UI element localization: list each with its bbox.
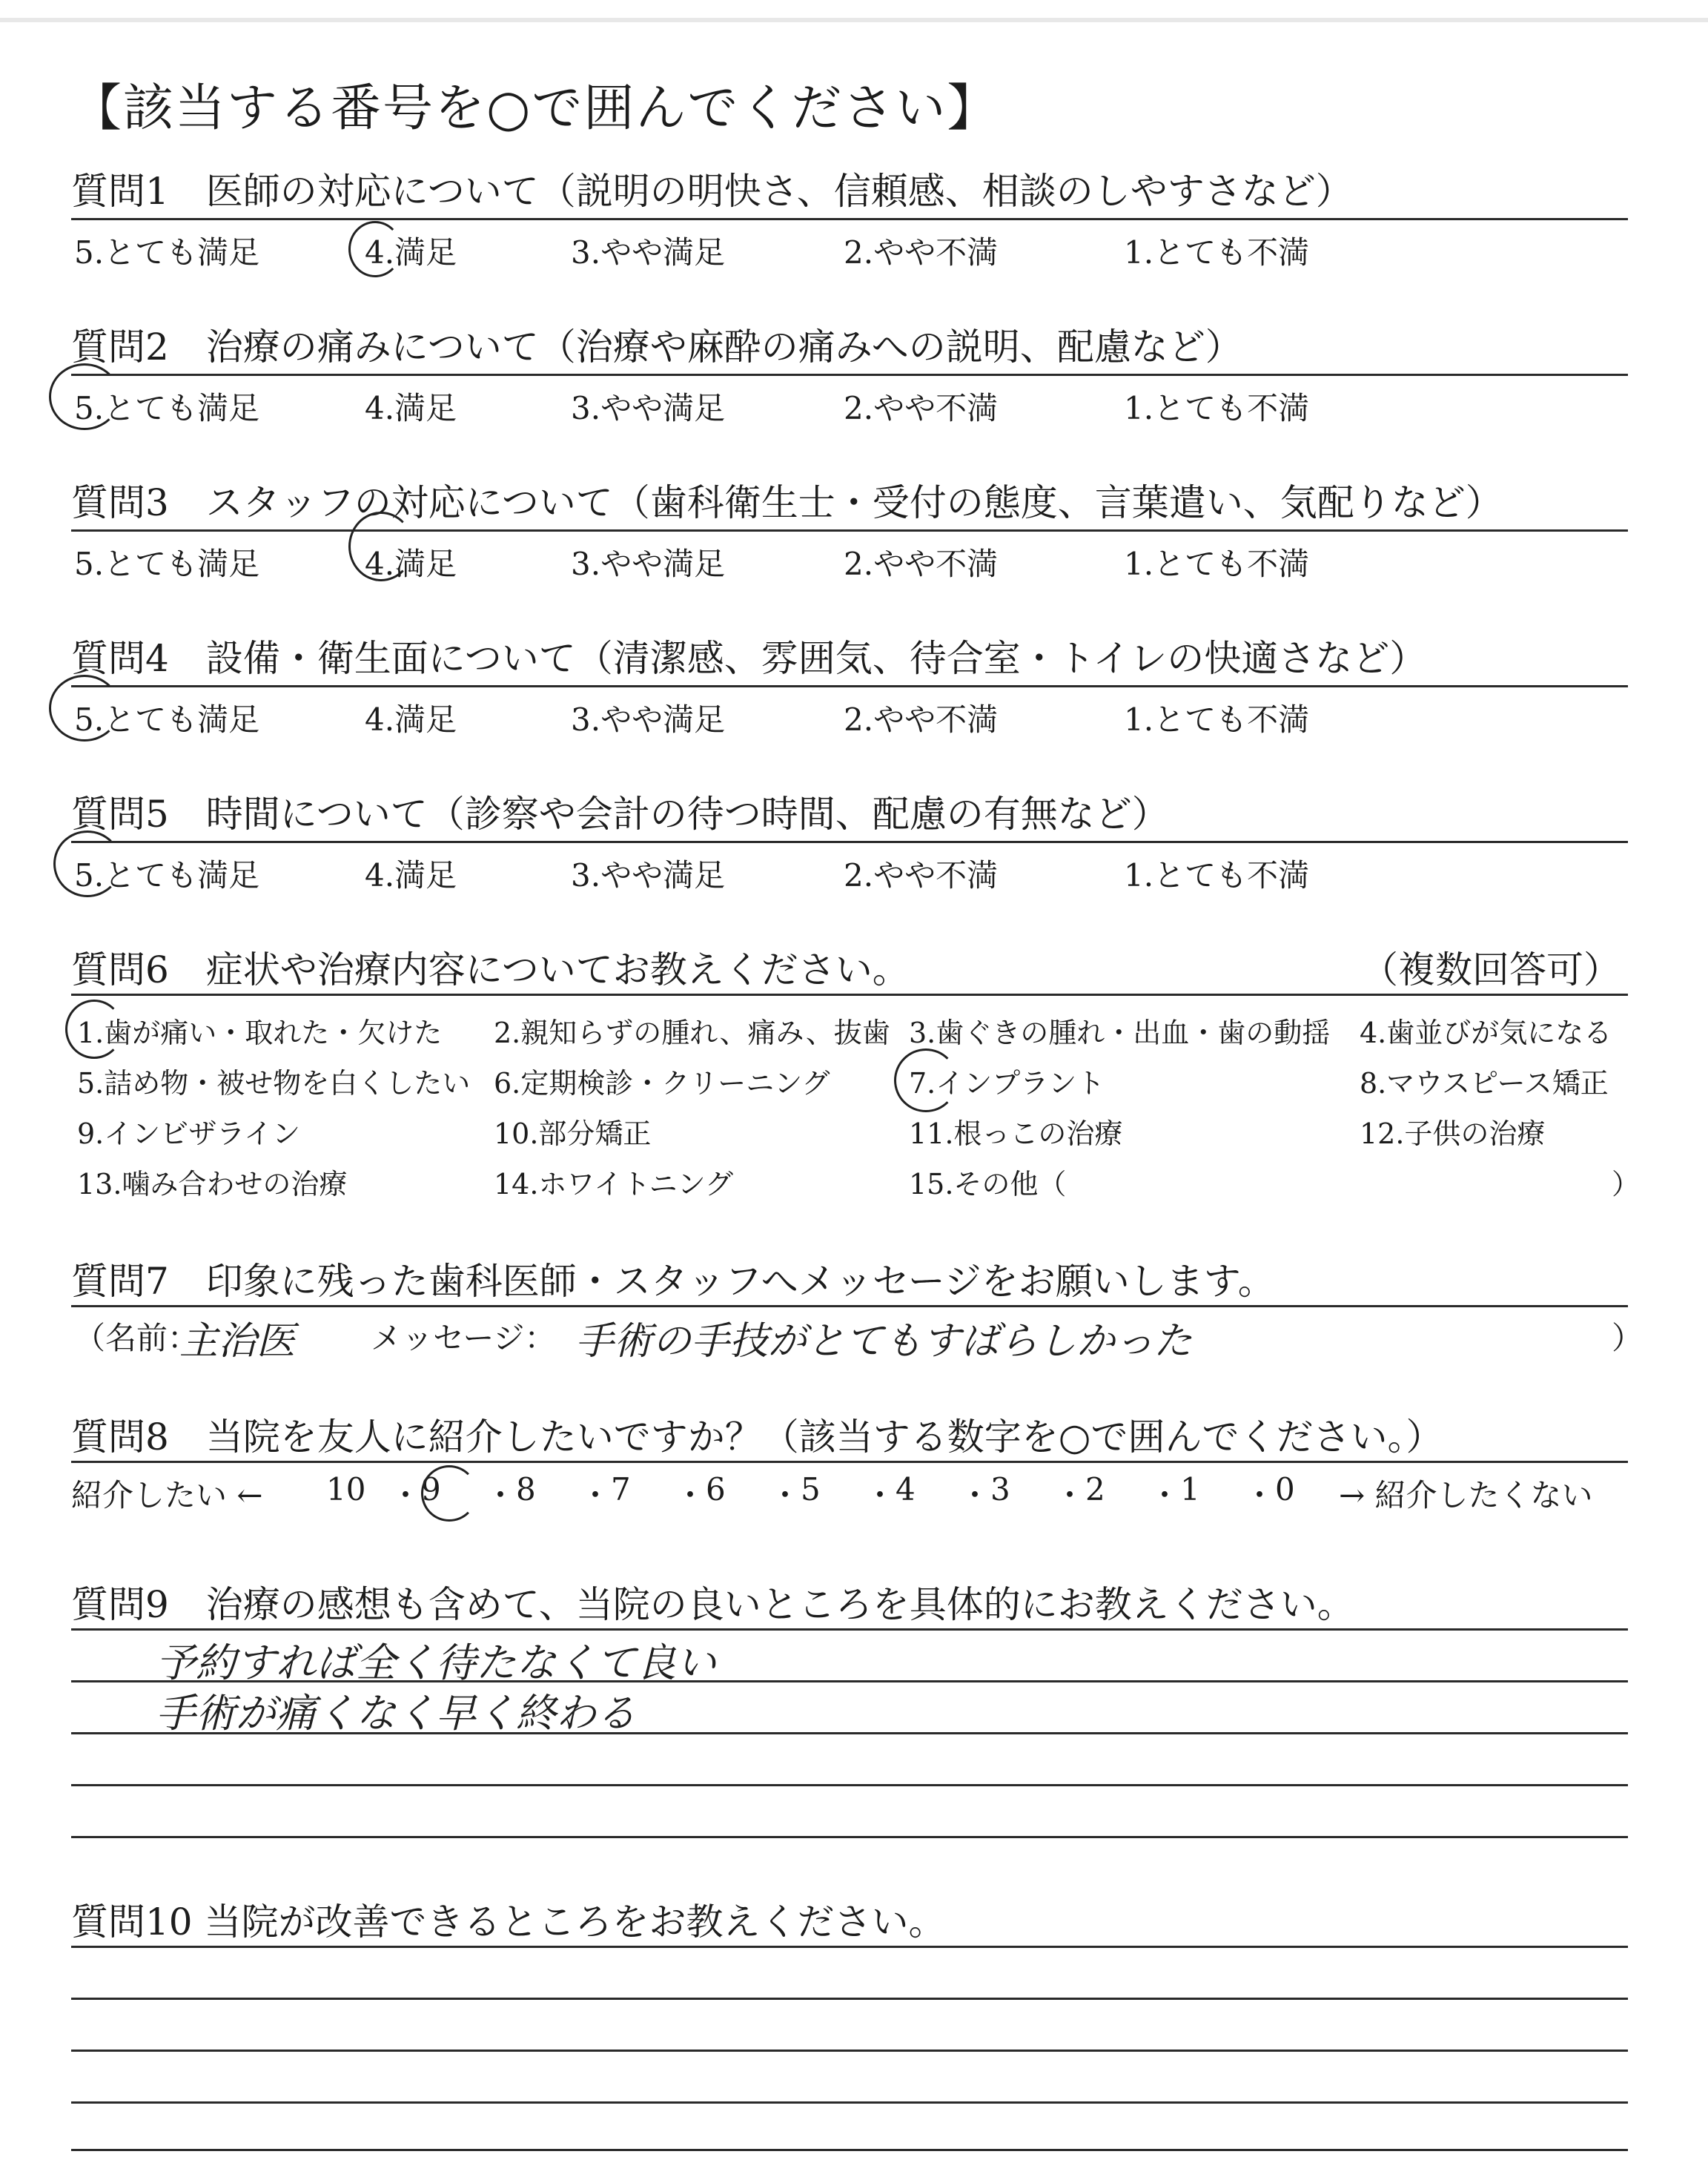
q6-option-10[interactable]: 10.部分矯正 — [494, 1117, 652, 1150]
q6-multiple-note: （複数回答可） — [1361, 948, 1621, 991]
q1-option-5[interactable]: 5.とても満足 — [74, 234, 260, 271]
q1-title: 質問1 医師の対応について（説明の明快さ、信頼感、相談のしやすさなど） — [71, 170, 1353, 213]
q6-option-11[interactable]: 11.根っこの治療 — [909, 1117, 1123, 1150]
q1-option-1[interactable]: 1.とても不満 — [1124, 234, 1310, 271]
q6-selection-circle-1 — [65, 1000, 123, 1059]
q6-option-9[interactable]: 9.インビザライン — [77, 1117, 301, 1150]
q8-scale-separator-dot: ・ — [769, 1477, 801, 1513]
q7-title: 質問7 印象に残った歯科医師・スタッフへメッセージをお願いします。 — [71, 1260, 1275, 1303]
q10-rule-5 — [71, 2149, 1628, 2151]
q8-scale-value-10[interactable]: 10 — [326, 1471, 366, 1507]
q8-scale-separator-dot: ・ — [580, 1477, 612, 1513]
q5-option-4[interactable]: 4.満足 — [365, 857, 457, 894]
q8-scale-value-7[interactable]: 7 — [611, 1471, 631, 1507]
q8-scale-separator-dot: ・ — [675, 1477, 706, 1513]
q6-option-7[interactable]: 7.インプラント — [909, 1067, 1105, 1100]
q7-name-handwritten[interactable]: 主治医 — [179, 1319, 296, 1364]
q1-selection-circle — [348, 221, 402, 277]
q6-title: 質問6 症状や治療内容についてお教えください。 — [71, 948, 910, 991]
q5-option-1[interactable]: 1.とても不満 — [1124, 857, 1310, 894]
q4-title: 質問4 設備・衛生面について（清潔感、雰囲気、待合室・トイレの快適さなど） — [71, 637, 1427, 680]
q6-option-15[interactable]: 15.その他（ — [909, 1168, 1067, 1200]
q2-rule — [71, 374, 1628, 376]
q6-option-2[interactable]: 2.親知らずの腫れ、痛み、抜歯 — [494, 1017, 890, 1049]
q1-rule — [71, 218, 1628, 220]
q4-option-5[interactable]: 5.とても満足 — [74, 701, 260, 738]
q8-scale-value-4[interactable]: 4 — [896, 1471, 916, 1507]
q2-option-4[interactable]: 4.満足 — [365, 390, 457, 426]
q10-rule-2 — [71, 1998, 1628, 2000]
q6-option-6[interactable]: 6.定期検診・クリーニング — [494, 1067, 830, 1100]
q8-scale-separator-dot: ・ — [959, 1477, 991, 1513]
q8-right-label: → 紹介したくない — [1339, 1477, 1593, 1513]
q10-rule-3 — [71, 2050, 1628, 2052]
q2-title: 質問2 治療の痛みについて（治療や麻酔の痛みへの説明、配慮など） — [71, 326, 1242, 369]
q8-scale-value-2[interactable]: 2 — [1085, 1471, 1105, 1507]
q7-rule — [71, 1305, 1628, 1307]
q2-option-5[interactable]: 5.とても満足 — [74, 390, 260, 426]
q8-scale-value-8[interactable]: 8 — [516, 1471, 536, 1507]
q8-scale-separator-dot: ・ — [390, 1477, 422, 1513]
q6-option-12[interactable]: 12.子供の治療 — [1360, 1117, 1546, 1150]
q4-rule — [71, 685, 1628, 687]
q8-selection-circle — [421, 1465, 477, 1522]
q3-option-5[interactable]: 5.とても満足 — [74, 546, 260, 582]
q8-scale-value-6[interactable]: 6 — [706, 1471, 726, 1507]
q2-option-2[interactable]: 2.やや不満 — [844, 390, 999, 426]
q9-answer-line-1[interactable]: 予約すれば全く待たなくて良い — [156, 1639, 716, 1686]
q4-option-4[interactable]: 4.満足 — [365, 701, 457, 738]
top-edge — [0, 18, 1708, 22]
form-instruction-title: 【該当する番号を○で囲んでください】 — [71, 79, 999, 138]
q6-option-5[interactable]: 5.詰め物・被せ物を白くしたい — [77, 1067, 471, 1100]
q1-option-3[interactable]: 3.やや満足 — [571, 234, 726, 271]
q2-option-3[interactable]: 3.やや満足 — [571, 390, 726, 426]
q6-option-3[interactable]: 3.歯ぐきの腫れ・出血・歯の動揺 — [909, 1017, 1331, 1049]
q3-title: 質問3 スタッフの対応について（歯科衛生士・受付の態度、言葉遣い、気配りなど） — [71, 481, 1503, 524]
q6-rule — [71, 994, 1628, 996]
q9-rule-4 — [71, 1784, 1628, 1786]
q8-rule — [71, 1461, 1628, 1463]
q6-other-close-paren: ） — [1612, 1168, 1641, 1200]
q4-option-3[interactable]: 3.やや満足 — [571, 701, 726, 738]
q5-option-5[interactable]: 5.とても満足 — [74, 857, 260, 894]
q6-option-8[interactable]: 8.マウスピース矯正 — [1360, 1067, 1609, 1100]
q3-option-4[interactable]: 4.満足 — [365, 546, 457, 582]
q8-scale-value-3[interactable]: 3 — [990, 1471, 1010, 1507]
q9-answer-line-2[interactable]: 手術が痛くなく早く終わる — [156, 1690, 636, 1737]
q10-rule-4 — [71, 2101, 1628, 2104]
q8-scale-value-9[interactable]: 9 — [421, 1471, 441, 1507]
q5-option-2[interactable]: 2.やや不満 — [844, 857, 999, 894]
q4-option-1[interactable]: 1.とても不満 — [1124, 701, 1310, 738]
q2-option-1[interactable]: 1.とても不満 — [1124, 390, 1310, 426]
q3-option-1[interactable]: 1.とても不満 — [1124, 546, 1310, 582]
q8-left-label: 紹介したい ← — [71, 1477, 263, 1513]
q3-selection-circle — [348, 512, 414, 581]
q3-option-2[interactable]: 2.やや不満 — [844, 546, 999, 582]
q5-option-3[interactable]: 3.やや満足 — [571, 857, 726, 894]
q8-scale-value-0[interactable]: 0 — [1275, 1471, 1295, 1507]
q5-rule — [71, 841, 1628, 843]
q6-option-14[interactable]: 14.ホワイトニング — [494, 1168, 734, 1200]
q6-option-13[interactable]: 13.噛み合わせの治療 — [77, 1168, 348, 1200]
q2-selection-circle — [49, 363, 120, 430]
q3-rule — [71, 529, 1628, 532]
q6-option-1[interactable]: 1.歯が痛い・取れた・欠けた — [77, 1017, 443, 1049]
q3-option-3[interactable]: 3.やや満足 — [571, 546, 726, 582]
q10-title: 質問10 当院が改善できるところをお教えください。 — [71, 1900, 946, 1943]
q5-title: 質問5 時間について（診察や会計の待つ時間、配慮の有無など） — [71, 793, 1169, 836]
q7-message-label: メッセージ： — [371, 1320, 556, 1356]
q6-selection-circle-7 — [894, 1048, 958, 1112]
q4-option-2[interactable]: 2.やや不満 — [844, 701, 999, 738]
q6-option-4[interactable]: 4.歯並びが気になる — [1360, 1017, 1612, 1049]
q8-scale-value-1[interactable]: 1 — [1180, 1471, 1200, 1507]
q1-option-4[interactable]: 4.満足 — [365, 234, 457, 271]
q1-option-2[interactable]: 2.やや不満 — [844, 234, 999, 271]
q8-title: 質問8 当院を友人に紹介したいですか？（該当する数字を○で囲んでください。） — [71, 1416, 1443, 1459]
q7-close-paren: ） — [1612, 1320, 1644, 1356]
q8-scale-separator-dot: ・ — [1244, 1477, 1276, 1513]
q7-name-label: （名前： — [74, 1320, 199, 1356]
q10-rule-1 — [71, 1946, 1628, 1948]
q8-scale-separator-dot: ・ — [864, 1477, 896, 1513]
q9-rule-1 — [71, 1628, 1628, 1631]
q7-message-handwritten[interactable]: 手術の手技がとてもすばらしかった — [575, 1319, 1193, 1364]
q8-scale-separator-dot: ・ — [1149, 1477, 1181, 1513]
q8-scale-separator-dot: ・ — [485, 1477, 517, 1513]
q4-selection-circle — [49, 675, 120, 742]
q5-selection-circle — [53, 830, 122, 897]
q9-rule-5 — [71, 1836, 1628, 1838]
q8-scale-value-5[interactable]: 5 — [801, 1471, 821, 1507]
q9-title: 質問9 治療の感想も含めて、当院の良いところを具体的にお教えください。 — [71, 1583, 1354, 1626]
q8-scale-separator-dot: ・ — [1054, 1477, 1086, 1513]
